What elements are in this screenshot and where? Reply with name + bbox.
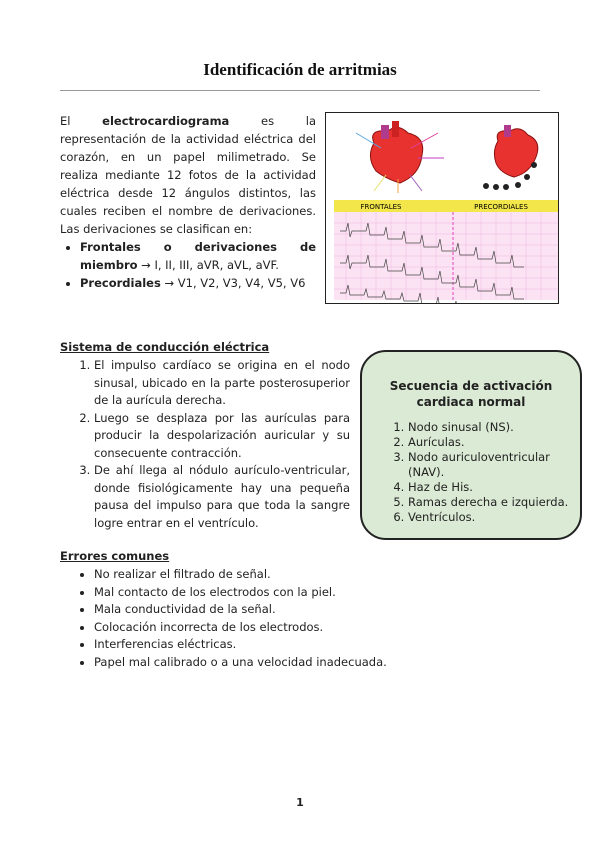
heart-left-icon	[356, 121, 444, 193]
list-item: • Colocación incorrecta de los electrodos.	[94, 619, 460, 637]
bullet-bold: Frontales o derivaciones de miembro	[80, 240, 316, 272]
list-item: 5. Ramas derecha e izquierda.	[408, 495, 570, 510]
ecg-leads-illustration	[325, 112, 559, 304]
list-item: 2. Aurículas.	[408, 435, 570, 450]
list-item	[80, 238, 316, 274]
list-item: • Mala conductividad de la señal.	[94, 601, 460, 619]
list-item	[80, 274, 316, 292]
bullet-bold: Precordiales	[80, 276, 161, 290]
list-item: 1. El impulso cardíaco se origina en el nodo sinusal, ubicado en la parte posterosuperior de la aurícula derecha.	[94, 357, 350, 410]
intro-text: El	[60, 114, 103, 128]
intro-paragraph	[60, 112, 316, 292]
list-item: 1. Nodo sinusal (NS).	[408, 420, 570, 435]
errors-heading: Errores comunes	[60, 549, 170, 563]
bullet-text: → V1, V2, V3, V4, V5, V6	[160, 276, 306, 290]
list-item: 4. Haz de His.	[408, 480, 570, 495]
heart-ecg-image	[326, 113, 558, 303]
list-item: • Interferencias eléctricas.	[94, 636, 460, 654]
sequence-list	[362, 420, 580, 525]
sequence-heading: Secuencia de activación cardiaca normal	[389, 379, 553, 409]
label-frontales: FRONTALES	[360, 203, 402, 211]
title-divider	[60, 90, 540, 91]
conduction-list	[60, 357, 350, 532]
intro-text: es la representación de la actividad eléctrica del corazón, en un papel milimetrado. Se realiza mediante 12 fotos de la actividad eléctrica desde 12 ángulos distintos, las cuales reciben el nombre de derivaciones. Las derivaciones se clasifican en:	[60, 114, 317, 236]
page-number: 1	[296, 796, 304, 809]
list-item: • Papel mal calibrado o a una velocidad inadecuada.	[94, 654, 460, 672]
list-item: 3. Nodo auriculoventricular (NAV).	[408, 450, 570, 480]
errors-list	[60, 566, 460, 671]
conduction-heading: Sistema de conducción eléctrica	[60, 340, 270, 354]
list-item: • Mal contacto de los electrodos con la piel.	[94, 584, 460, 602]
label-precordiales: PRECORDIALES	[474, 203, 528, 211]
intro-bold-term: electrocardiograma	[102, 114, 230, 128]
lead-types-list	[60, 238, 316, 292]
heart-right-icon	[483, 125, 538, 190]
list-item: 2. Luego se desplaza por las aurículas para producir la despolarización auricular y su consecuente contracción.	[94, 410, 350, 463]
page-title: Identificación de arritmias	[203, 60, 397, 79]
activation-sequence-box	[360, 350, 582, 540]
list-item: 6. Ventrículos.	[408, 510, 570, 525]
list-item: • No realizar el filtrado de señal.	[94, 566, 460, 584]
bullet-text: → I, II, III, aVR, aVL, aVF.	[137, 258, 279, 272]
list-item: 3. De ahí llega al nódulo aurículo-ventricular, donde fisiológicamente hay una pequeña pausa del impulso para que toda la sangre logre entrar en el ventrículo.	[94, 462, 350, 532]
